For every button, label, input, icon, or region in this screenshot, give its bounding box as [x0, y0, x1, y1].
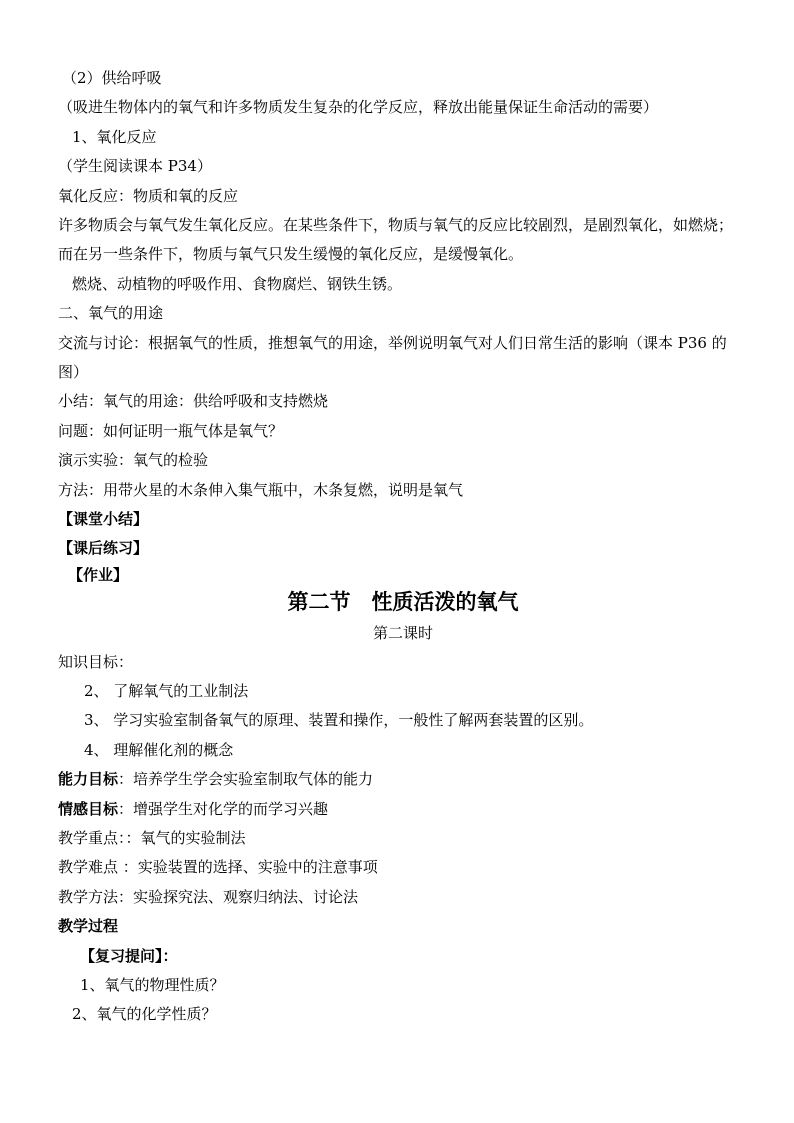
text-line: 【作业】: [68, 565, 129, 584]
text-line: 演示实验：氧气的检验: [58, 451, 209, 470]
text-line: （学生阅读课本 P34）: [58, 157, 212, 176]
text-line: （2）供给呼吸: [62, 69, 162, 87]
ability-objective-text: ：培养学生学会实验室制取气体的能力: [118, 770, 374, 789]
text-line: 问题：如何证明一瓶气体是氧气？: [58, 421, 284, 440]
text-line: 氧化反应：物质和氧的反应: [58, 186, 239, 205]
document-page: [58, 64, 748, 1030]
emotion-objective-label: 情感目标: [58, 799, 119, 818]
text-line: 方法：用带火星的木条伸入集气瓶中，木条复燃，说明是氧气: [58, 480, 464, 499]
text-line: 许多物质会与氧气发生氧化反应。在某些条件下，物质与氧气的反应比较剧烈，是剧烈氧化，如燃烧；: [58, 215, 734, 234]
text-line: 1、氧化反应: [72, 127, 157, 146]
section-title: 第二节 性质活泼的氧气: [287, 589, 519, 614]
list-item: 1、氧气的物理性质？: [80, 975, 225, 994]
teaching-method: 教学方法：实验探究法、观察归纳法、讨论法: [58, 887, 359, 906]
process-title: 教学过程: [58, 917, 119, 936]
text-line: 【课堂小结】: [58, 509, 149, 528]
list-item: 2、氧气的化学性质？: [72, 1005, 217, 1024]
list-item: 3、 学习实验室制备氧气的原理、装置和操作，一般性了解两套装置的区别。: [84, 711, 594, 730]
text-line: 【课后练习】: [58, 539, 149, 558]
list-item: 4、 理解催化剂的概念: [84, 740, 234, 759]
text-line: （吸进生物体内的氧气和许多物质发生复杂的化学反应，释放出能量保证生命活动的需要）: [58, 98, 659, 117]
list-item: 2、 了解氧气的工业制法: [84, 682, 249, 701]
difficulty: 教学难点 ：实验装置的选择、实验中的注意事项: [58, 858, 378, 877]
key-point: 教学重点：：氧气的实验制法: [58, 829, 246, 848]
text-line: 而在另一些条件下，物质与氧气只发生缓慢的氧化反应，是缓慢氧化。: [58, 245, 524, 264]
knowledge-objective-label: 知识目标：: [58, 652, 134, 671]
ability-objective: [58, 765, 748, 794]
text-line: 小结：氧气的用途：供给呼吸和支持燃烧: [58, 392, 329, 411]
emotion-objective: [58, 795, 748, 824]
review-heading: 【复习提问】：: [80, 946, 178, 965]
text-line: 交流与讨论：根据氧气的性质，推想氧气的用途，举例说明氧气对人们日常生活的影响（课本 P36 的图）: [58, 333, 727, 381]
emotion-objective-text: ：增强学生对化学的而学习兴趣: [118, 799, 329, 818]
section-subtitle: 第二课时: [372, 623, 433, 642]
text-line: 二、氧气的用途: [58, 304, 164, 323]
ability-objective-label: 能力目标: [58, 770, 119, 789]
text-line: 燃烧、动植物的呼吸作用、食物腐烂、钢铁生锈。: [72, 274, 403, 293]
